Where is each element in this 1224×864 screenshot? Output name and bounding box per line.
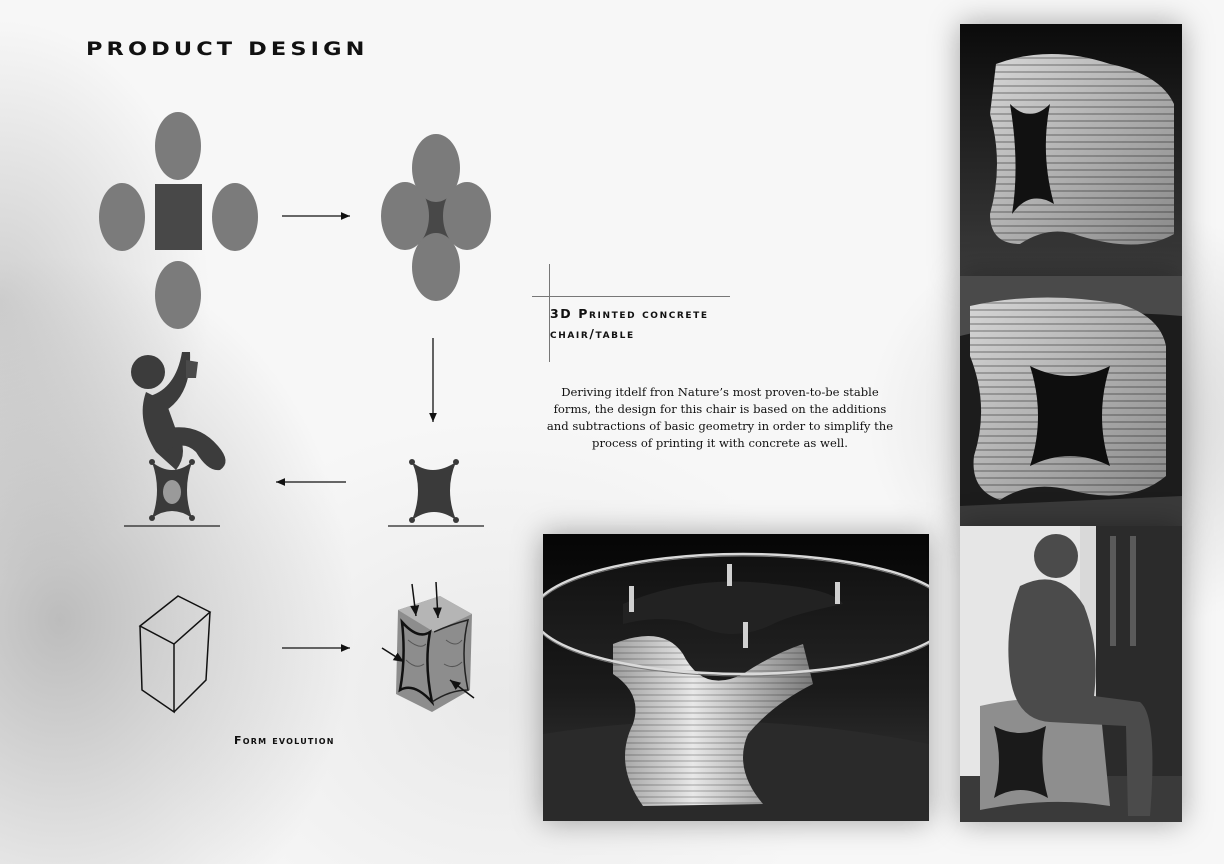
step1-geometry: [99, 112, 258, 329]
oval-bottom: [155, 261, 201, 329]
stool-photo-3: [960, 526, 1182, 822]
divider-horizontal: [532, 296, 730, 297]
product-heading-line1: 3D Printed concrete: [550, 306, 709, 321]
oval-right: [212, 183, 258, 251]
form-evolution-label: Form evolution: [234, 734, 335, 747]
oval-top: [155, 112, 201, 180]
oval-right-2: [443, 182, 491, 250]
carved-cube: [382, 582, 474, 712]
table-photo: [543, 534, 929, 821]
person-sitting-icon: [124, 352, 226, 526]
center-square: [155, 184, 202, 250]
oval-left: [99, 183, 145, 251]
step3-x-shape: [388, 459, 484, 526]
cube-sketch-icon: [140, 596, 210, 712]
stool-photo-1: [960, 24, 1182, 276]
step2-geometry: [381, 134, 491, 301]
product-heading: [550, 304, 709, 344]
form-evolution-diagram: [0, 0, 540, 760]
oval-left-2: [381, 182, 429, 250]
stool-photo-2: [960, 276, 1182, 526]
product-heading-line2: chair/table: [550, 326, 635, 341]
page-title: PRODUCT DESIGN: [86, 38, 369, 60]
product-description: Deriving itdelf fron Nature’s most proven-to-be stable forms, the design for this chair is based on the additions and subtractions of basic geometry in order to simplify the process of printing it with concrete as well.: [546, 385, 894, 450]
